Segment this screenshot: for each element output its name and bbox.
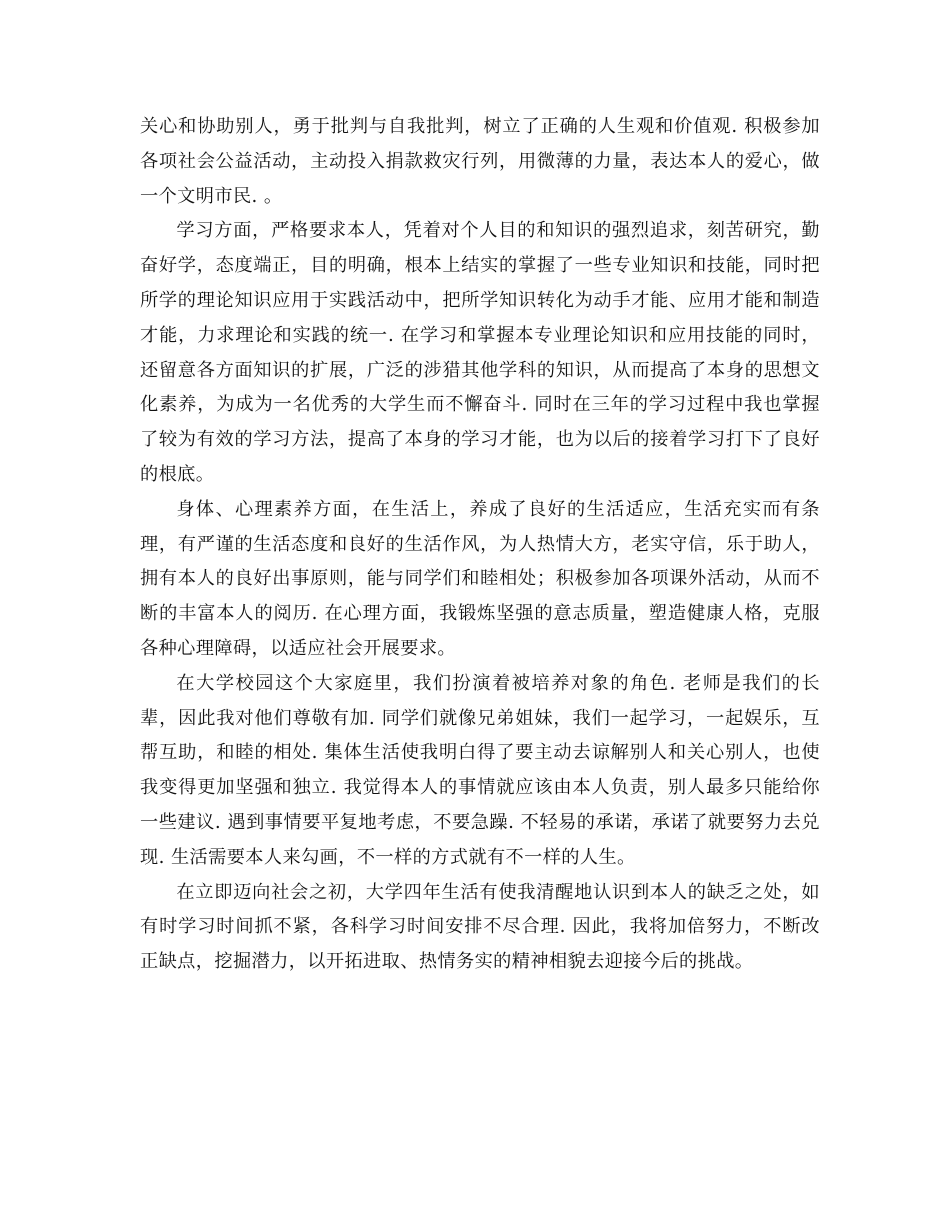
document-body bbox=[140, 110, 820, 980]
paragraph-physical-mental: 身体、心理素养方面，在生活上，养成了良好的生活适应，生活充实而有条理，有严谨的生活态度和良好的生活作风，为人热情大方，老实守信，乐于助人，拥有本人的良好出事原则，能与同学们和睦相处；积极参加各项课外活动，从而不断的丰富本人的阅历. 在心理方面，我锻炼坚强的意志质量，塑造健康人格，克服各种心理障碍，以适应社会开展要求。 bbox=[140, 498, 820, 659]
paragraph-continuation: 关心和协助别人，勇于批判与自我批判，树立了正确的人生观和价值观. 积极参加各项社会公益活动，主动投入捐款救灾行列，用微薄的力量，表达本人的爱心，做一个文明市民. 。 bbox=[140, 116, 820, 207]
paragraph-conclusion: 在立即迈向社会之初，大学四年生活有使我清醒地认识到本人的缺乏之处，如有时学习时间抓不紧，各科学习时间安排不尽合理. 因此，我将加倍努力，不断改正缺点，挖掘潜力，以开拓进取、热情务实的精神相貌去迎接今后的挑战。 bbox=[140, 881, 820, 973]
paragraph-study: 学习方面，严格要求本人，凭着对个人目的和知识的强烈追求，刻苦研究，勤奋好学，态度端正，目的明确，根本上结实的掌握了一些专业知识和技能，同时把所学的理论知识应用于实践活动中，把所学知识转化为动手才能、应用才能和制造才能，力求理论和实践的统一. 在学习和掌握本专业理论知识和应用技能的同时，还留意各方面知识的扩展，广泛的涉猎其他学科的知识，从而提高了本身的思想文化素养，为成为一名优秀的大学生而不懈奋斗. 同时在三年的学习过程中我也掌握了较为有效的学习方法，提高了本身的学习才能，也为以后的接着学习打下了良好的根底。 bbox=[140, 220, 820, 485]
paragraph-campus-life: 在大学校园这个大家庭里，我们扮演着被培养对象的角色. 老师是我们的长辈，因此我对他们尊敬有加. 同学们就像兄弟姐妹，我们一起学习，一起娱乐，互帮互助，和睦的相处. 集体生活使我明白得了要主动去谅解别人和关心别人，也使我变得更加坚强和独立. 我觉得本人的事情就应该由本人负责，别人最多只能给你一些建议. 遇到事情要平复地考虑，不要急躁. 不轻易的承诺，承诺了就要努力去兑现. 生活需要本人来勾画，不一样的方式就有不一样的人生。 bbox=[140, 672, 820, 868]
